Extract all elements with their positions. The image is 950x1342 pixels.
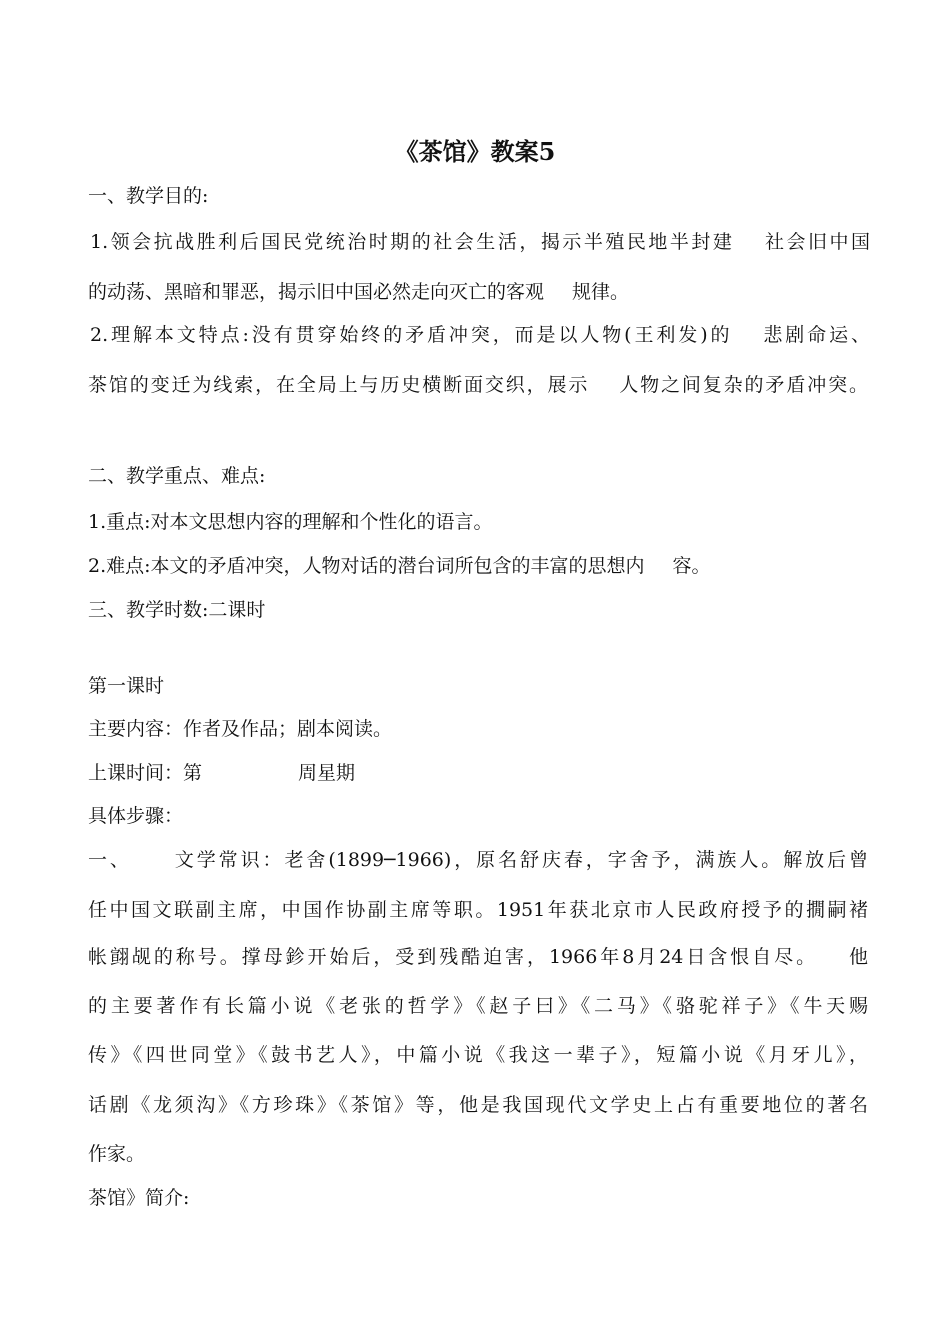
document-title: 《茶馆》教案5: [394, 137, 556, 166]
text-segment: 他: [846, 946, 868, 968]
body-line3: [88, 945, 868, 969]
text-segment: 社会旧中国: [762, 231, 870, 253]
body-line2: 任中国文联副主席，中国作协副主席等职。1951年获北京市人民政府授予的撊嗣褚: [88, 899, 868, 921]
body-line5: 传》《四世同堂》《鼓书艺人》，中篇小说《我这一辈子》，短篇小说《月牙儿》，: [88, 1044, 868, 1066]
lesson1-heading: 第一课时: [88, 675, 165, 697]
text-segment: 容。: [672, 555, 711, 577]
text-segment: 文学常识：老舍(1899─1966)，原名舒庆春，字舍予，满族人。解放后曾: [171, 849, 868, 871]
section3-heading: 三、教学时数:二课时: [88, 599, 266, 621]
section2-heading: 二、教学重点、难点:: [88, 465, 266, 487]
lesson1-time: [88, 761, 868, 785]
text-segment: 茶馆的变迁为线索，在全局上与历史横断面交织，展示: [88, 374, 590, 396]
section2-item2: [88, 554, 868, 578]
section2-item1: 1.重点:对本文思想内容的理解和个性化的语言。: [88, 511, 493, 533]
text-segment: 的动荡、黑暗和罪恶，揭示旧中国必然走向灭亡的客观: [88, 281, 545, 303]
section1-item1-line2: [88, 280, 868, 304]
text-segment: 悲剧命运、: [760, 324, 870, 346]
text-segment: 周星期: [298, 762, 356, 784]
lesson1-steps: 具体步骤：: [88, 805, 184, 827]
text-segment: 上课时间：第: [88, 762, 203, 784]
section1-heading: 一、教学目的:: [88, 185, 209, 207]
text-segment: 帐翧觇的称号。撑母鉁开始后，受到残酷迫害，1966年8月24日含恨自尽。: [88, 946, 819, 968]
body-line4: 的主要著作有长篇小说《老张的哲学》《赵子曰》《二马》《骆驼祥子》《牛天赐: [88, 995, 868, 1017]
body-line1: [88, 848, 868, 872]
text-segment: 规律。: [572, 281, 630, 303]
lesson1-content: 主要内容：作者及作品；剧本阅读。: [88, 718, 393, 740]
section1-item1-line1: [90, 230, 870, 254]
text-segment: 2.难点:本文的矛盾冲突，人物对话的潜台词所包含的丰富的思想内: [88, 555, 645, 577]
section1-item2-line1: [90, 323, 870, 347]
text-segment: 2.理解本文特点:没有贯穿始终的矛盾冲突，而是以人物(王利发)的: [90, 324, 733, 346]
body-line6: 话剧《龙须沟》《方珍珠》《茶馆》等，他是我国现代文学史上占有重要地位的著名: [88, 1094, 868, 1116]
text-segment: 人物之间复杂的矛盾冲突。: [617, 374, 868, 396]
item-marker: 一、: [88, 849, 132, 871]
section1-item2-line2: [88, 373, 868, 397]
teahouse-intro-label: 茶馆》简介:: [88, 1187, 190, 1209]
body-line7: 作家。: [88, 1143, 146, 1165]
text-segment: 1.领会抗战胜利后国民党统治时期的社会生活，揭示半殖民地半封建: [90, 231, 735, 253]
